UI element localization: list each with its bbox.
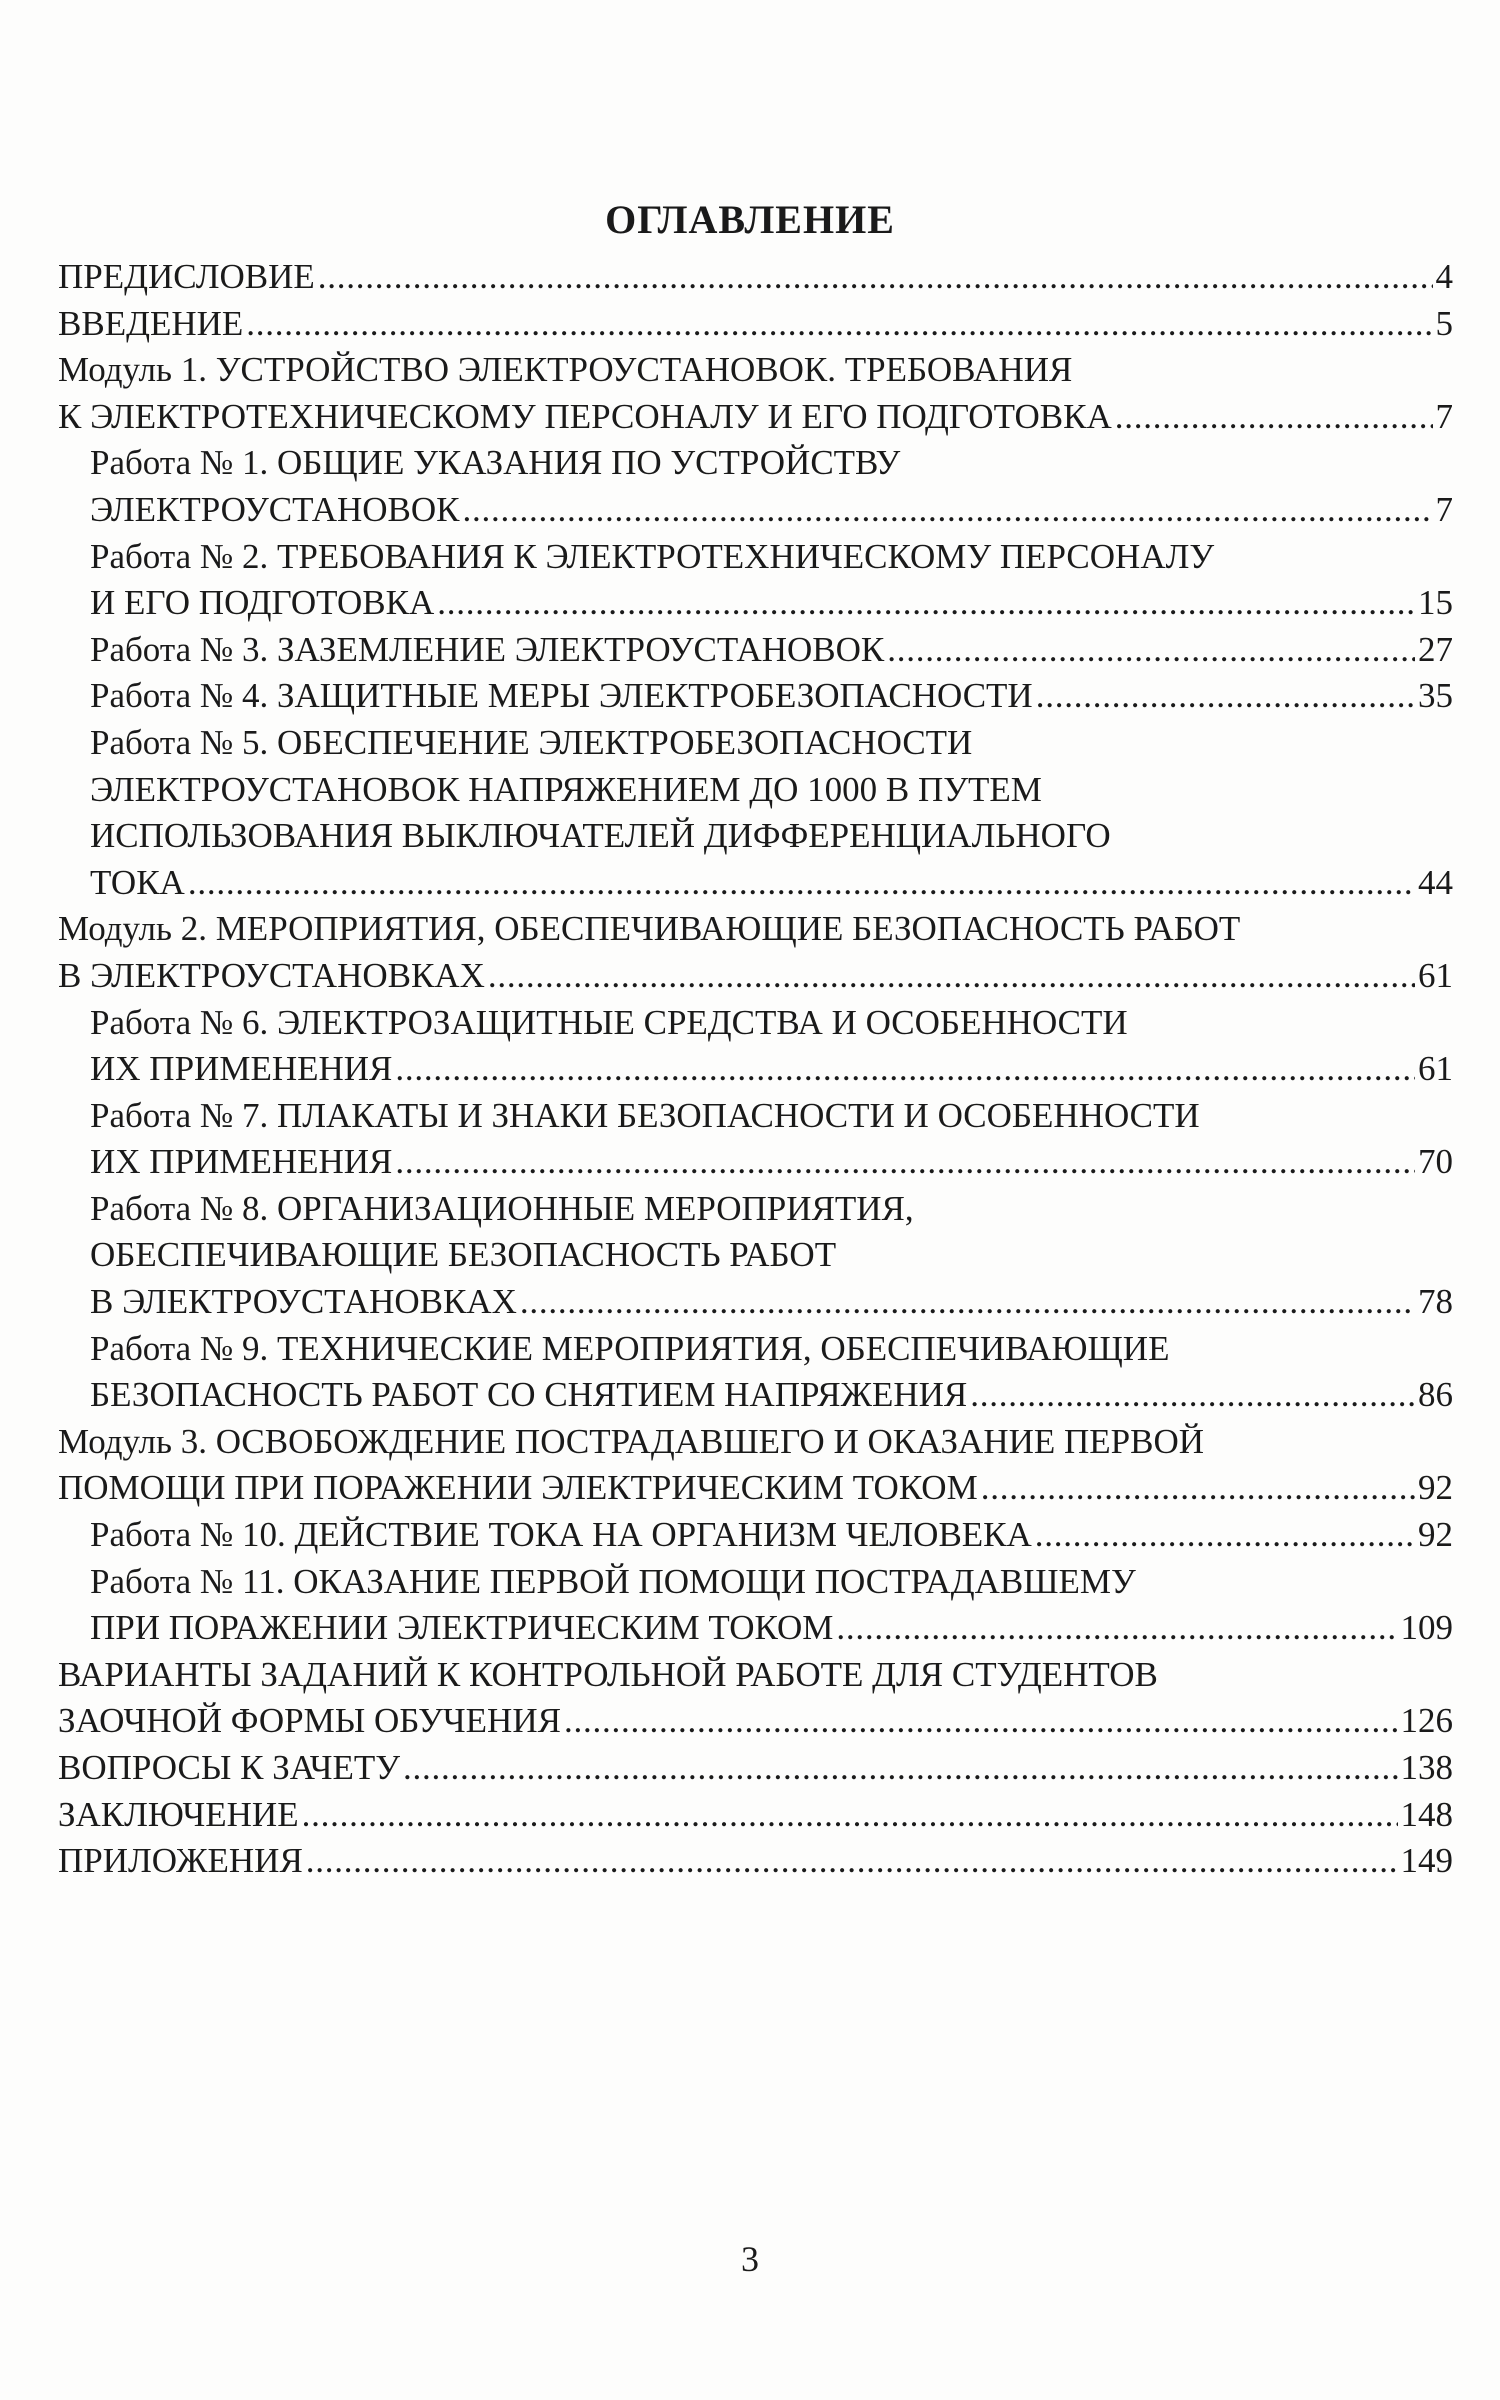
dot-leader xyxy=(520,1279,1415,1326)
toc-page-number: 138 xyxy=(1400,1748,1453,1787)
toc-entry-module-2[interactable] xyxy=(58,906,1453,999)
toc-entry-work-5[interactable] xyxy=(58,720,1453,906)
toc-entry-text: И ЕГО ПОДГОТОВКА xyxy=(90,583,435,623)
toc-entry-work-9[interactable] xyxy=(58,1326,1453,1419)
toc-entry-text: ПРИ ПОРАЖЕНИИ ЭЛЕКТРИЧЕСКИМ ТОКОМ xyxy=(90,1608,834,1648)
toc-entry-text: Модуль 1. УСТРОЙСТВО ЭЛЕКТРОУСТАНОВОК. ТРЕБОВАНИЯ xyxy=(58,350,1073,390)
dot-leader xyxy=(887,627,1415,674)
toc-entry-work-7[interactable] xyxy=(58,1093,1453,1186)
toc-entry-text: Работа № 3. ЗАЗЕМЛЕНИЕ ЭЛЕКТРОУСТАНОВОК xyxy=(90,629,885,669)
toc-page-number: 4 xyxy=(1435,257,1453,296)
toc-entry-text: ПРИЛОЖЕНИЯ xyxy=(58,1841,303,1881)
toc-entry-text: К ЭЛЕКТРОТЕХНИЧЕСКОМУ ПЕРСОНАЛУ И ЕГО ПОДГОТОВКА xyxy=(58,396,1112,436)
toc-entry-text: Работа № 11. ОКАЗАНИЕ ПЕРВОЙ ПОМОЩИ ПОСТРАДАВШЕМУ xyxy=(90,1561,1136,1601)
dot-leader xyxy=(246,301,1432,348)
toc-entry-text: Работа № 9. ТЕХНИЧЕСКИЕ МЕРОПРИЯТИЯ, ОБЕСПЕЧИВАЮЩИЕ xyxy=(90,1328,1170,1368)
toc-entry-module-1[interactable] xyxy=(58,347,1453,440)
toc-entry-text: Работа № 7. ПЛАКАТЫ И ЗНАКИ БЕЗОПАСНОСТИ И ОСОБЕННОСТИ xyxy=(90,1095,1200,1135)
toc-page-number: 61 xyxy=(1418,1049,1453,1089)
toc-entry-text: Работа № 5. ОБЕСПЕЧЕНИЕ ЭЛЕКТРОБЕЗОПАСНОСТИ xyxy=(90,722,973,762)
toc-entry-text: Работа № 6. ЭЛЕКТРОЗАЩИТНЫЕ СРЕДСТВА И ОСОБЕННОСТИ xyxy=(90,1002,1128,1042)
toc-page-number: 92 xyxy=(1418,1515,1453,1555)
toc-entry-text: ВОПРОСЫ К ЗАЧЕТУ xyxy=(58,1748,400,1787)
toc-page-number: 15 xyxy=(1418,583,1453,623)
page-number: 3 xyxy=(741,2239,759,2279)
toc-entry-work-8[interactable] xyxy=(58,1186,1453,1326)
dot-leader xyxy=(836,1605,1397,1652)
toc-entry-work-10[interactable] xyxy=(58,1512,1453,1559)
toc-page-number: 70 xyxy=(1418,1142,1453,1182)
toc-entry-text: В ЭЛЕКТРОУСТАНОВКАХ xyxy=(90,1282,517,1322)
toc-entry-text: В ЭЛЕКТРОУСТАНОВКАХ xyxy=(58,955,485,995)
toc-page-number: 7 xyxy=(1435,489,1453,529)
toc-page-number: 109 xyxy=(1400,1608,1453,1648)
toc-page-number: 44 xyxy=(1418,862,1453,902)
toc-entry-text: ПОМОЩИ ПРИ ПОРАЖЕНИИ ЭЛЕКТРИЧЕСКИМ ТОКОМ xyxy=(58,1468,978,1508)
toc-entry-work-4[interactable] xyxy=(58,673,1453,720)
dot-leader xyxy=(1035,1512,1415,1559)
toc-page-number: 27 xyxy=(1418,629,1453,669)
toc-title: ОГЛАВЛЕНИЕ xyxy=(605,197,895,242)
dot-leader xyxy=(564,1698,1398,1745)
toc-entry-text: ИСПОЛЬЗОВАНИЯ ВЫКЛЮЧАТЕЛЕЙ ДИФФЕРЕНЦИАЛЬНОГО xyxy=(90,816,1111,856)
toc-entry-work-11[interactable] xyxy=(58,1559,1453,1652)
toc-page-number: 35 xyxy=(1418,676,1453,716)
dot-leader xyxy=(318,254,1433,301)
dot-leader xyxy=(306,1838,1398,1885)
dot-leader xyxy=(302,1792,1398,1839)
toc-entry-text: Работа № 1. ОБЩИЕ УКАЗАНИЯ ПО УСТРОЙСТВУ xyxy=(90,443,901,483)
toc-entry-assignments[interactable] xyxy=(58,1652,1453,1745)
toc-entry-appendices[interactable] xyxy=(58,1838,1453,1885)
toc-entry-work-3[interactable] xyxy=(58,627,1453,674)
toc-entry-text: ИХ ПРИМЕНЕНИЯ xyxy=(90,1049,393,1089)
toc-entry-text: ЭЛЕКТРОУСТАНОВОК НАПРЯЖЕНИЕМ ДО 1000 В ПУТЕМ xyxy=(90,769,1042,809)
toc-entry-text: ВВЕДЕНИЕ xyxy=(58,303,244,343)
toc-page-number: 78 xyxy=(1418,1282,1453,1322)
toc-page-number: 61 xyxy=(1418,955,1453,995)
dot-leader xyxy=(488,953,1415,1000)
toc-entry-text: ВАРИАНТЫ ЗАДАНИЙ К КОНТРОЛЬНОЙ РАБОТЕ ДЛЯ СТУДЕНТОВ xyxy=(58,1654,1158,1694)
toc-entry-text: Работа № 2. ТРЕБОВАНИЯ К ЭЛЕКТРОТЕХНИЧЕСКОМУ ПЕРСОНАЛУ xyxy=(90,536,1215,576)
toc-entry-work-1[interactable] xyxy=(58,440,1453,533)
toc-entry-text: Работа № 4. ЗАЩИТНЫЕ МЕРЫ ЭЛЕКТРОБЕЗОПАСНОСТИ xyxy=(90,676,1033,716)
toc-page-number: 92 xyxy=(1418,1468,1453,1508)
dot-leader xyxy=(1115,394,1433,441)
dot-leader xyxy=(981,1465,1415,1512)
dot-leader xyxy=(403,1745,1398,1792)
dot-leader xyxy=(437,580,1415,627)
toc-entry-work-2[interactable] xyxy=(58,534,1453,627)
toc-entry-introduction[interactable] xyxy=(58,301,1453,348)
toc-page-number: 5 xyxy=(1435,303,1453,343)
dot-leader xyxy=(463,487,1433,534)
toc-page-number: 148 xyxy=(1400,1794,1453,1834)
toc-page-number: 86 xyxy=(1418,1375,1453,1415)
toc-entry-text: Работа № 10. ДЕЙСТВИЕ ТОКА НА ОРГАНИЗМ ЧЕЛОВЕКА xyxy=(90,1515,1032,1555)
table-of-contents xyxy=(58,254,1453,1885)
toc-entry-text: ЗАОЧНОЙ ФОРМЫ ОБУЧЕНИЯ xyxy=(58,1701,561,1741)
toc-entry-conclusion[interactable] xyxy=(58,1792,1453,1839)
toc-entry-work-6[interactable] xyxy=(58,1000,1453,1093)
toc-page-number: 7 xyxy=(1435,396,1453,436)
toc-entry-text: ПРЕДИСЛОВИЕ xyxy=(58,257,315,296)
dot-leader xyxy=(395,1139,1415,1186)
toc-entry-text: Работа № 8. ОРГАНИЗАЦИОННЫЕ МЕРОПРИЯТИЯ, xyxy=(90,1188,914,1228)
dot-leader xyxy=(1036,673,1415,720)
toc-entry-preface[interactable] xyxy=(58,254,1453,301)
toc-entry-text: ЭЛЕКТРОУСТАНОВОК xyxy=(90,489,460,529)
toc-entry-text: ОБЕСПЕЧИВАЮЩИЕ БЕЗОПАСНОСТЬ РАБОТ xyxy=(90,1235,837,1275)
dot-leader xyxy=(188,860,1415,907)
toc-entry-text: БЕЗОПАСНОСТЬ РАБОТ СО СНЯТИЕМ НАПРЯЖЕНИЯ xyxy=(90,1375,968,1415)
toc-page-number: 149 xyxy=(1400,1841,1453,1881)
toc-entry-exam-questions[interactable] xyxy=(58,1745,1453,1792)
dot-leader xyxy=(395,1046,1415,1093)
toc-entry-text: Модуль 3. ОСВОБОЖДЕНИЕ ПОСТРАДАВШЕГО И ОКАЗАНИЕ ПЕРВОЙ xyxy=(58,1421,1205,1461)
toc-entry-module-3[interactable] xyxy=(58,1419,1453,1512)
toc-entry-text: Модуль 2. МЕРОПРИЯТИЯ, ОБЕСПЕЧИВАЮЩИЕ БЕЗОПАСНОСТЬ РАБОТ xyxy=(58,909,1241,949)
toc-page-number: 126 xyxy=(1400,1701,1453,1741)
toc-entry-text: ИХ ПРИМЕНЕНИЯ xyxy=(90,1142,393,1182)
toc-entry-text: ТОКА xyxy=(90,862,185,902)
dot-leader xyxy=(970,1372,1415,1419)
toc-entry-text: ЗАКЛЮЧЕНИЕ xyxy=(58,1794,299,1834)
